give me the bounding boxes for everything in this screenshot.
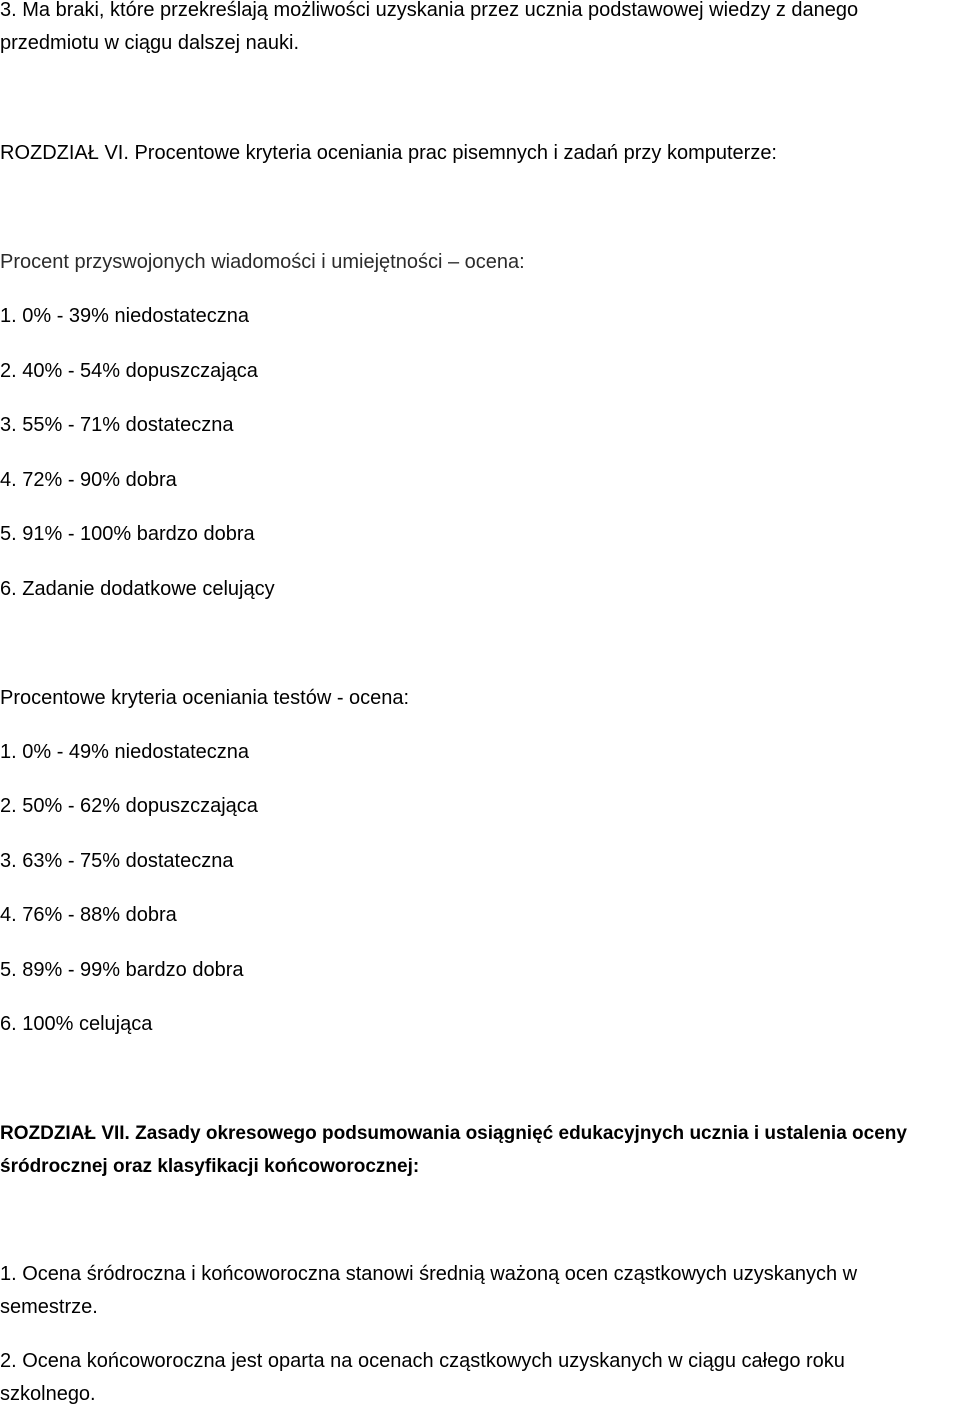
test-grade-item: 1. 0% - 49% niedostateczna [0,741,250,763]
test-grade-item: 4. 76% - 88% dobra [0,904,177,926]
test-grade-item: 2. 50% - 62% dopuszczająca [0,795,258,817]
paragraph-2-line-1: 2. Ocena końcoworoczna jest oparta na ocenach cząstkowych uzyskanych w ciągu całego roku [0,1350,845,1372]
paragraph-1-line-1: 1. Ocena śródroczna i końcoworoczna stanowi średnią ważoną ocen cząstkowych uzyskanych w [0,1263,858,1285]
written-grade-item: 6. Zadanie dodatkowe celujący [0,578,275,600]
chapter-6-heading: ROZDZIAŁ VI. Procentowe kryteria oceniania prac pisemnych i zadań przy komputerze: [0,142,777,164]
written-grade-item: 3. 55% - 71% dostateczna [0,414,234,436]
chapter-6-subheading: Procent przyswojonych wiadomości i umiejętności – ocena: [0,251,525,273]
written-grade-item: 2. 40% - 54% dopuszczająca [0,360,258,382]
tests-criteria-heading: Procentowe kryteria oceniania testów - ocena: [0,687,410,709]
test-grade-item: 6. 100% celująca [0,1013,153,1035]
written-grade-item: 1. 0% - 39% niedostateczna [0,305,250,327]
chapter-7-heading-line-2: śródrocznej oraz klasyfikacji końcoworocznej: [0,1156,420,1177]
written-grade-item: 4. 72% - 90% dobra [0,469,177,491]
intro-text-line-1: 3. Ma braki, które przekreślają możliwości uzyskania przez ucznia podstawowej wiedzy z danego [0,0,859,21]
test-grade-item: 3. 63% - 75% dostateczna [0,850,234,872]
intro-text-line-2: przedmiotu w ciągu dalszej nauki. [0,32,300,54]
paragraph-1-line-2: semestrze. [0,1296,98,1318]
test-grade-item: 5. 89% - 99% bardzo dobra [0,959,244,981]
chapter-7-heading-line-1: ROZDZIAŁ VII. Zasady okresowego podsumowania osiągnięć edukacyjnych ucznia i ustalenia oceny [0,1123,907,1144]
paragraph-2-line-2: szkolnego. [0,1383,96,1405]
written-grade-item: 5. 91% - 100% bardzo dobra [0,523,255,545]
